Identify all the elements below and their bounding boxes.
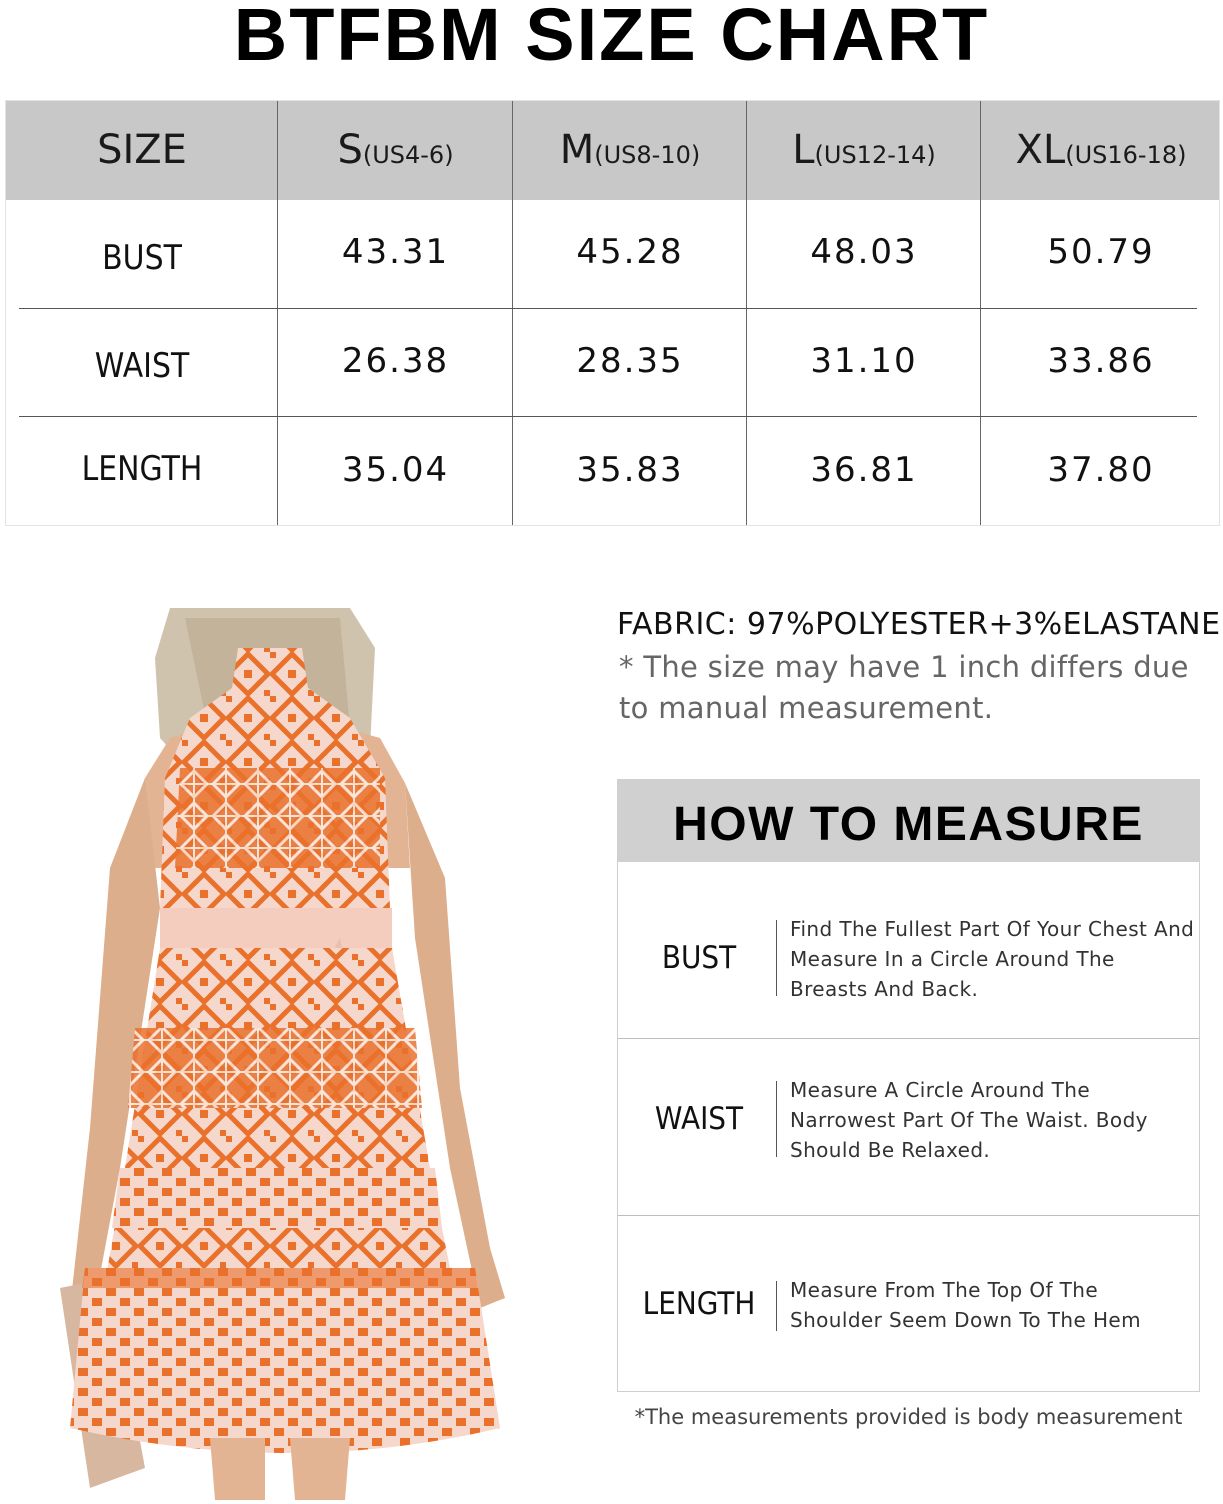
header-l xyxy=(747,101,981,200)
how-to-measure-title: HOW TO MEASURE xyxy=(617,779,1200,862)
row-label-length: LENGTH xyxy=(81,449,203,489)
page-title: BTFBM SIZE CHART xyxy=(233,0,990,76)
measure-row-waist xyxy=(618,1039,1199,1216)
fabric-composition: FABRIC: 97%POLYESTER+3%ELASTANE xyxy=(617,607,1221,642)
bust-m-value: 45.28 xyxy=(576,232,684,272)
length-m-value: 35.83 xyxy=(576,450,684,490)
header-size-label: SIZE xyxy=(97,127,187,173)
header-m xyxy=(513,101,747,200)
measure-label-bust: BUST xyxy=(661,940,737,976)
bust-s-value: 43.31 xyxy=(341,232,450,272)
header-l-range: (US12-14) xyxy=(814,141,936,169)
label-divider xyxy=(776,920,777,996)
measure-label-waist: WAIST xyxy=(654,1101,744,1137)
bust-xl-value: 50.79 xyxy=(1047,232,1155,272)
header-l-label: L xyxy=(792,127,815,173)
length-l-value: 36.81 xyxy=(810,450,918,490)
bust-l-value: 48.03 xyxy=(810,232,918,272)
waist-xl-value: 33.86 xyxy=(1047,341,1155,381)
measure-text-bust: Find The Fullest Part Of Your Chest And Measure In a Circle Around The Breasts And Back. xyxy=(790,917,1195,1001)
header-s-label: S xyxy=(337,127,363,173)
header-m-range: (US8-10) xyxy=(594,141,701,169)
measurement-footnote: *The measurements provided is body measurement xyxy=(634,1405,1183,1429)
size-note: * The size may have 1 inch differs due to manual measurement. xyxy=(619,650,1189,725)
header-size xyxy=(6,101,278,200)
header-xl-label: XL xyxy=(1015,127,1066,173)
header-s-range: (US4-6) xyxy=(362,141,454,169)
length-s-value: 35.04 xyxy=(341,450,450,490)
size-table-header xyxy=(6,101,1219,200)
model-photo xyxy=(50,608,530,1500)
measure-label-length: LENGTH xyxy=(642,1286,756,1322)
header-m-label: M xyxy=(559,127,595,173)
length-xl-value: 37.80 xyxy=(1047,450,1155,490)
label-divider xyxy=(776,1281,777,1331)
measure-row-bust xyxy=(618,862,1199,1039)
header-s xyxy=(278,101,513,200)
how-to-measure-box xyxy=(617,862,1200,1392)
row-label-bust: BUST xyxy=(102,238,182,278)
header-xl xyxy=(981,101,1221,200)
label-divider xyxy=(776,1081,777,1157)
measure-text-length: Measure From The Top Of The Shoulder Seem Down To The Hem xyxy=(790,1278,1141,1332)
measure-row-length xyxy=(618,1216,1199,1391)
header-xl-range: (US16-18) xyxy=(1065,141,1187,169)
measure-text-waist: Measure A Circle Around The Narrowest Part Of The Waist. Body Should Be Relaxed. xyxy=(790,1078,1148,1162)
waist-s-value: 26.38 xyxy=(341,341,450,381)
row-label-waist: WAIST xyxy=(94,346,190,386)
waist-l-value: 31.10 xyxy=(810,341,918,381)
waist-m-value: 28.35 xyxy=(576,341,684,381)
size-chart-table xyxy=(5,100,1220,526)
